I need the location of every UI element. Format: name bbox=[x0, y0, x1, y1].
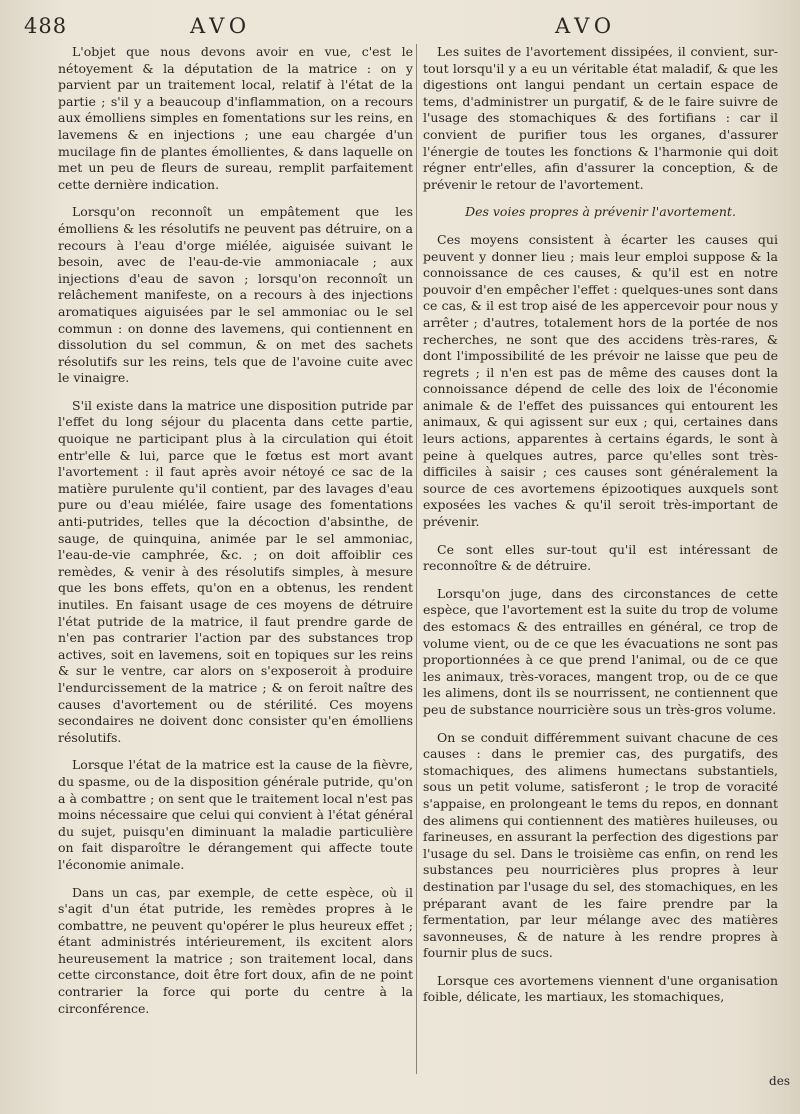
right-column bbox=[423, 44, 778, 1017]
paragraph: Ce sont elles sur-tout qu'il est intéressant de reconnoître & de détruire. bbox=[423, 541, 778, 574]
paragraph: Lorsque l'état de la matrice est la cause de la fièvre, du spasme, ou de la disposition générale putride, qu'on a à combattre ; on sent que le traitement local n'est pas moins nécessaire que celui qui convient à l'état général du sujet, puisqu'en diminuant la maladie particulière on fait disparoître le dérangement qui affecte toute l'économie animale. bbox=[58, 757, 413, 872]
running-head-right: AVO bbox=[555, 14, 617, 38]
paragraph: Lorsqu'on reconnoît un empâtement que les émolliens & les résolutifs ne peuvent pas détruire, on a recours à l'eau d'orge miélée, aiguisée suivant le besoin, avec de l'eau-de-vie ammoniacale ; aux injections d'eau de savon ; lorsqu'on reconnoît un relâchement manifeste, on a recours à des injections aromatiques aiguisées par le sel ammoniac ou le sel commun : on donne des lavemens, qui contiennent en dissolution du sel commun, & on met des sachets résolutifs sur les reins, tels que de l'avoine cuite avec le vinaigre. bbox=[58, 204, 413, 386]
paragraph: L'objet que nous devons avoir en vue, c'est le nétoyement & la députation de la matrice : on y parvient par un traitement local, relatif à l'état de la partie ; s'il y a beaucoup d'inflammation, on a recours aux émolliens simples en fomentations sur les reins, en lavemens & en injections ; une eau chargée d'un mucilage fin de plantes émollientes, & dans laquelle on met un peu de fleurs de sureau, remplit parfaitement cette dernière indication. bbox=[58, 44, 413, 192]
section-subheading: Des voies propres à prévenir l'avortement. bbox=[465, 204, 736, 220]
left-column bbox=[58, 44, 413, 1028]
paragraph: On se conduit différemment suivant chacune de ces causes : dans le premier cas, des purgatifs, des stomachiques, des alimens humectans substantiels, sous un petit volume, satisferont ; le trop de voracité s'appaise, en prolongeant le tems du repos, en donnant des alimens qui contiennent des matières huileuses, ou farineuses, en assurant la perfection des digestions par l'usage du sel. Dans le troisième cas enfin, on rend les substances peu nourricières plus propres à leur destination par l'usage du sel, des stomachiques, en les préparant avant de les faire prendre par la fermentation, par leur mélange avec des matières savonneuses, & de nature à les rendre propres à fournir plus de sucs. bbox=[423, 729, 778, 961]
catchword: des bbox=[769, 1074, 790, 1088]
paragraph: Lorsque ces avortemens viennent d'une organisation foible, délicate, les martiaux, les stomachiques, bbox=[423, 972, 778, 1005]
column-divider bbox=[416, 44, 417, 1074]
paragraph: Dans un cas, par exemple, de cette espèce, où il s'agit d'un état putride, les remèdes propres à le combattre, ne peuvent qu'opérer le plus heureux effet ; étant administrés intérieurement, ils excitent alors heureusement la matrice ; son traitement local, dans cette circonstance, doit être fort doux, afin de ne point contrarier la force qui porte du centre à la circonférence. bbox=[58, 884, 413, 1016]
page-number: 488 bbox=[24, 14, 68, 38]
paragraph: Ces moyens consistent à écarter les causes qui peuvent y donner lieu ; mais leur emploi suppose & la connoissance de ces causes, & qu'il est en notre pouvoir d'en empêcher l'effet : quelques-unes sont dans ce cas, & il est trop aisé de les appercevoir pour nous y arrêter ; d'autres, totalement hors de la portée de nos recherches, ne sont que des accidens très-rares, & dont l'impossibilité de les prévoir ne laisse que peu de regrets ; il n'en est pas de même des causes dont la connoissance dépend de celle des loix de l'économie animale & de l'effet des puissances qui entourent les animaux, & qui agissent sur eux ; qui, certaines dans leurs actions, apparentes à certains égards, le sont à peine à quelques autres, parce qu'elles sont très-difficiles à saisir ; ces causes sont généralement la source de ces avortemens épizootiques auxquels sont exposées les vaches & qu'il seroit très-important de prévenir. bbox=[423, 231, 778, 530]
paragraph: Les suites de l'avortement dissipées, il convient, sur-tout lorsqu'il y a eu un véritable état maladif, & que les digestions ont langui pendant un certain espace de tems, d'administrer un purgatif, & de le faire suivre de l'usage des stomachiques & des fortifians : car il convient de purifier tous les organes, d'assurer l'énergie de toutes les fonctions & l'harmonie qui doit régner entr'elles, afin d'assurer la conception, & de prévenir le retour de l'avortement. bbox=[423, 44, 778, 192]
paragraph: Lorsqu'on juge, dans des circonstances de cette espèce, que l'avortement est la suite du trop de volume des estomacs & des entrailles en général, ce trop de volume vient, ou de ce que les évacuations ne sont pas proportionnées à ce que prend l'animal, ou de ce que les animaux, très-voraces, mangent trop, ou de ce que les alimens, dont ils se nourrissent, ne contiennent que peu de substance nourricière sous un très-gros volume. bbox=[423, 585, 778, 717]
paragraph: S'il existe dans la matrice une disposition putride par l'effet du long séjour du placenta dans cette partie, quoique ne participant plus à la circulation qui étoit entr'elle & lui, parce que le fœtus est mort avant l'avortement : il faut après avoir nétoyé ce sac de la matière purulente qu'il contient, par des lavages d'eau pure ou d'eau miélée, faire usage des fomentations anti-putrides, telles que la décoction d'absinthe, de sauge, de quinquina, animée par le sel ammoniac, l'eau-de-vie camphrée, &c. ; on doit affoiblir ces remèdes, & venir à des résolutifs simples, à mesure que les bons effets, qu'on en a obtenus, les rendent inutiles. En faisant usage de ces moyens de détruire l'état putride de la matrice, il faut prendre garde de n'en pas contrarier l'action par des substances trop actives, soit en lavemens, soit en topiques sur les reins & sur le ventre, car alors on s'exposeroit à produire l'endurcissement de la matrice ; & on feroit naître des causes d'avortement ou de stérilité. Ces moyens secondaires ne doivent donc consister qu'en émolliens résolutifs. bbox=[58, 397, 413, 745]
running-head-left: AVO bbox=[190, 14, 252, 38]
